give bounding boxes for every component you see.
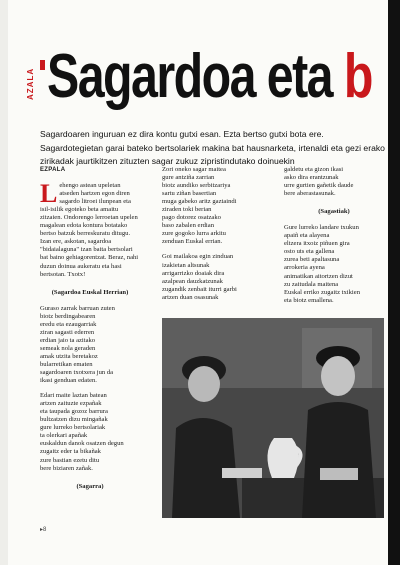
verse (40, 305, 140, 385)
verse-line: gure lurreko bertsolariak (40, 424, 106, 432)
verse-line: baso zabalen erdian (162, 222, 214, 230)
verse-line: semeak nola geraden (40, 344, 96, 352)
verse-line: zurea beti apaltasuna (284, 256, 340, 264)
drop-cap: L (40, 179, 58, 209)
verse (284, 166, 384, 198)
section-tag (26, 44, 38, 100)
verse-line: eltzera itxoiz piñuen gira (284, 240, 350, 248)
verse-line: Edari maite laztan batean (40, 392, 107, 400)
verse-line: zugandik zenbait iturri garbi (162, 285, 237, 293)
verse-line: gure antziña zarrian (162, 174, 215, 182)
verse-line: zenduan Euskal errian. (162, 238, 223, 246)
verse (162, 253, 264, 301)
verse-line: pago dotorez osatzako (162, 214, 221, 222)
column-1 (40, 166, 140, 499)
verse-line: bere aberastasunak. (284, 190, 336, 198)
bertsolari-photo (162, 318, 384, 518)
verse-line: sartu ziñan basertian (162, 190, 217, 198)
verse-line: zu zaitudala maitena (284, 280, 339, 288)
song-title: (Sagardoa Euskal Herrian) (51, 288, 129, 296)
verse-line: muga gabeko aritz gaztaindi (162, 198, 237, 206)
page-edge (388, 0, 400, 565)
verse-line: ikasi genduan edaten. (40, 377, 97, 385)
column-2 (162, 166, 264, 309)
verse-line: zure bastian ezetu ditu (40, 456, 100, 464)
headline-text: Sagardoa eta (47, 42, 344, 111)
photo-illustration (162, 318, 384, 518)
verse (284, 224, 384, 304)
verse-line: Gure lurreko landare txukun (284, 224, 359, 232)
column-3 (284, 166, 384, 312)
verse-line: urre gurtien gañetik daude (284, 182, 354, 190)
verse-line: eta taupada gozoz barrura (40, 408, 108, 416)
verse-line: animatikan aitortzen dizut (284, 272, 353, 280)
headline-tail: b (343, 42, 372, 111)
intro-text: ehengo astean upeletan atseden hartzen egon diren sagardo litroei ilunpean eta isil-isilik egoteko beta amaitu zitzaien. Ondorengo lerroetan upelen magalean edota kontura botatako bertso batzuk berreskuratu ditugu. Izan ere, askotan, sagardoa "bidaialaguna" izan baita bertsolari bat baino gehiagorentzat. Beraz, nahi duzun doinua aukeratu eta hasi bertsotan. Txotx! (40, 182, 139, 278)
section-label: AZALA (26, 67, 35, 100)
verse-line: artzen zaituzte ezpañak (40, 400, 102, 408)
song-title: (Sagastiak) (318, 208, 350, 216)
verse-line: Euskal erriko zugaitz txikien (284, 288, 360, 296)
verse-line: eta biotz emallena. (284, 296, 334, 304)
verse-line: biotz berdingabearen (40, 312, 96, 320)
verse-line: Guraso zarrak barruan zuten (40, 304, 115, 312)
verse-line: izakietan altsunak (162, 261, 210, 269)
verse-line: bularretikan ematen (40, 360, 93, 368)
verse-line: sagardoaren txotxera jun da (40, 369, 114, 377)
verse-line: zure gogoko lurra arkitu (162, 230, 226, 238)
headline (47, 42, 372, 112)
verse-line: arrigarrizko doaiak dira (162, 269, 225, 277)
verse (162, 166, 264, 246)
verse-line: apaiñ eta alayena (284, 232, 330, 240)
verse-line: euskaldun danok osatzen degun (40, 440, 124, 448)
verse-line: azalpean dauzkatzunak (162, 277, 223, 285)
verse-line: asko dira erantzunak (284, 174, 339, 182)
verse-line: amak utzita beretakoz (40, 352, 98, 360)
author-byline: EZPALA (40, 167, 66, 173)
subtitle: Sagardoaren inguruan ez dira kontu gutxi esan. Ezta bertso gutxi bota ere. Sagardotegietan garai bateko bertsolariek makina bat hausnarketa, irtenaldi eta gezi erako zirikadak jaurtikitzen zituzten sagar zukuz zipristindutako doinuekin (40, 129, 385, 166)
verse-line: zugaitz eder ta bikañak (40, 448, 101, 456)
verse-line: eredu eta ezaugarriak (40, 320, 97, 328)
verse-line: erdian jaio ta azitako (40, 336, 96, 344)
verse-line: biotz aundiko serbitzariya (162, 182, 231, 190)
verse-line: bere biziaren zañak. (40, 464, 93, 472)
intro-paragraph (40, 179, 140, 279)
verse-line: artzen duan osasunak (162, 293, 219, 301)
verse-line: galdetu eta gizon ikasi (284, 166, 344, 173)
verse-line: arrokeria ayena (284, 264, 325, 272)
verse-line: ziraden toki berian (162, 206, 212, 214)
verse-line: Goi mailakoa egin zinduan (162, 253, 234, 261)
song-title: (Sagarra) (76, 482, 104, 490)
page-number: ▸8 (40, 527, 47, 533)
red-accent-mark (40, 60, 45, 70)
verse-line: ta olerkari apañak (40, 432, 88, 440)
verse-line: Zori oneko sagar maitea (162, 166, 226, 173)
verse-line: bultzatzen dizu mingañak (40, 416, 108, 424)
verse-line: ziran sagasti ederren (40, 328, 95, 336)
verse (40, 392, 140, 472)
verse-line: osto uts eta gallena (284, 248, 335, 256)
page-margin (0, 0, 8, 565)
